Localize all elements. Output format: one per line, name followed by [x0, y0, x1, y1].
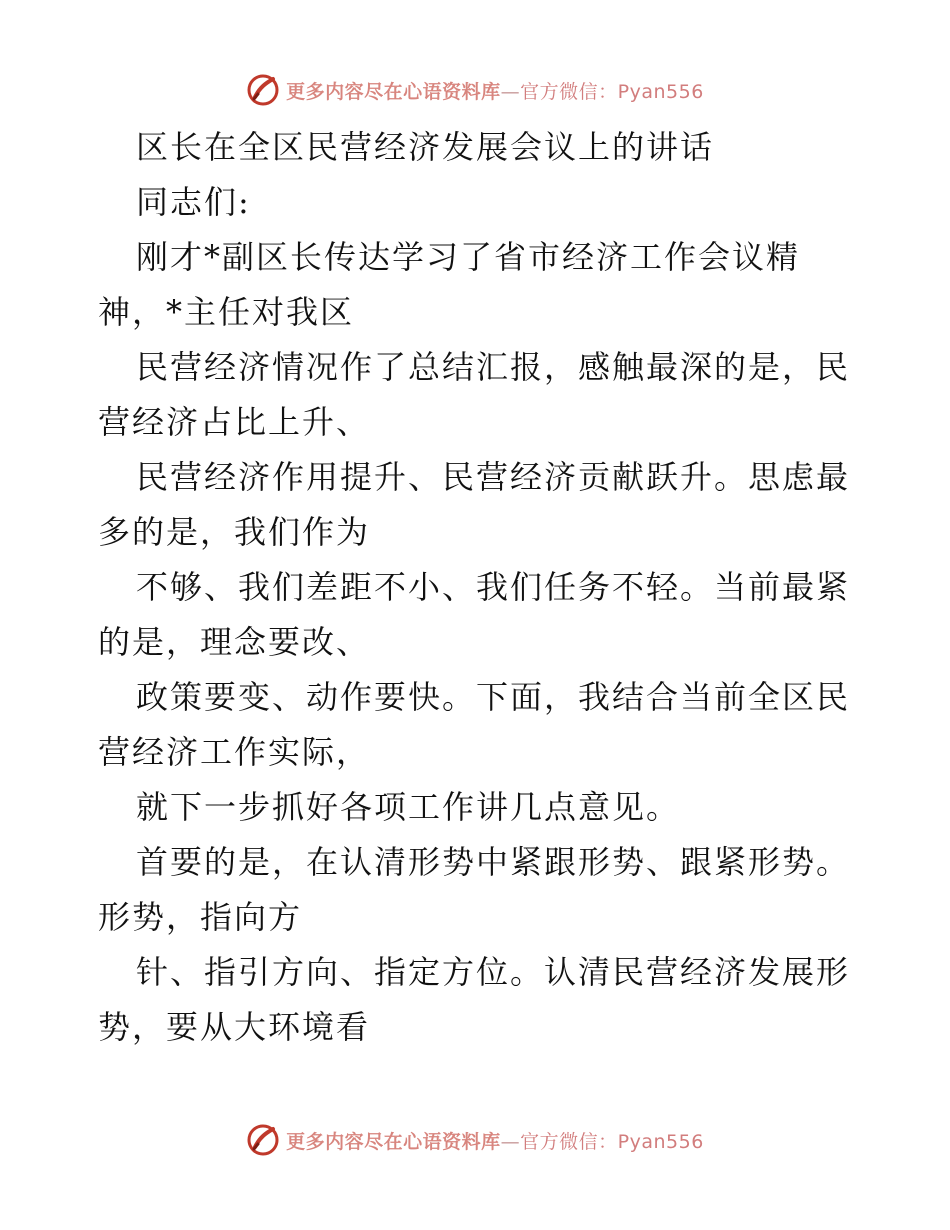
footer-banner-title: 更多内容尽在心语资料库 [286, 1130, 501, 1153]
paragraph-line: 民营经济情况作了总结汇报，感触最深的是，民 [136, 348, 851, 386]
brush-logo-icon [246, 73, 280, 107]
paragraph-line: 就下一步抓好各项工作讲几点意见。 [136, 788, 681, 826]
paragraph-line: 民营经济作用提升、民营经济贡献跃升。思虑最 [136, 458, 851, 496]
header-banner-title: 更多内容尽在心语资料库 [286, 80, 501, 103]
paragraph-line: 势，要从大环境看 [98, 1008, 371, 1046]
header-banner-text [286, 77, 704, 104]
paragraph-line: 政策要变、动作要快。下面，我结合当前全区民 [136, 678, 851, 716]
paragraph-line: 的是，理念要改、 [98, 623, 371, 661]
footer-banner-text [286, 1127, 704, 1154]
header-banner [0, 70, 950, 110]
header-banner-dash: — [500, 80, 521, 103]
paragraph-line: 营经济占比上升、 [98, 403, 371, 441]
paragraph-line: 首要的是，在认清形势中紧跟形势、跟紧形势。 [136, 843, 851, 881]
paragraph-line: 不够、我们差距不小、我们任务不轻。当前最紧 [136, 568, 851, 606]
document-body [98, 120, 858, 1055]
paragraph-line: 刚才*副区长传达学习了省市经济工作会议精 [136, 238, 801, 276]
salutation: 同志们: [136, 183, 251, 221]
paragraph-line: 针、指引方向、指定方位。认清民营经济发展形 [136, 953, 851, 991]
paragraph-line: 形势，指向方 [98, 898, 303, 936]
paragraph-line: 多的是，我们作为 [98, 513, 371, 551]
brush-logo-icon [246, 1123, 280, 1157]
document-title: 区长在全区民营经济发展会议上的讲话 [136, 128, 715, 166]
header-banner-wechat: 官方微信：Pyan556 [520, 80, 704, 103]
paragraph-line: 营经济工作实际， [98, 733, 371, 771]
footer-banner-dash: — [500, 1130, 521, 1153]
footer-banner [0, 1120, 950, 1160]
paragraph-line: 神，*主任对我区 [98, 293, 355, 331]
footer-banner-wechat: 官方微信：Pyan556 [520, 1130, 704, 1153]
